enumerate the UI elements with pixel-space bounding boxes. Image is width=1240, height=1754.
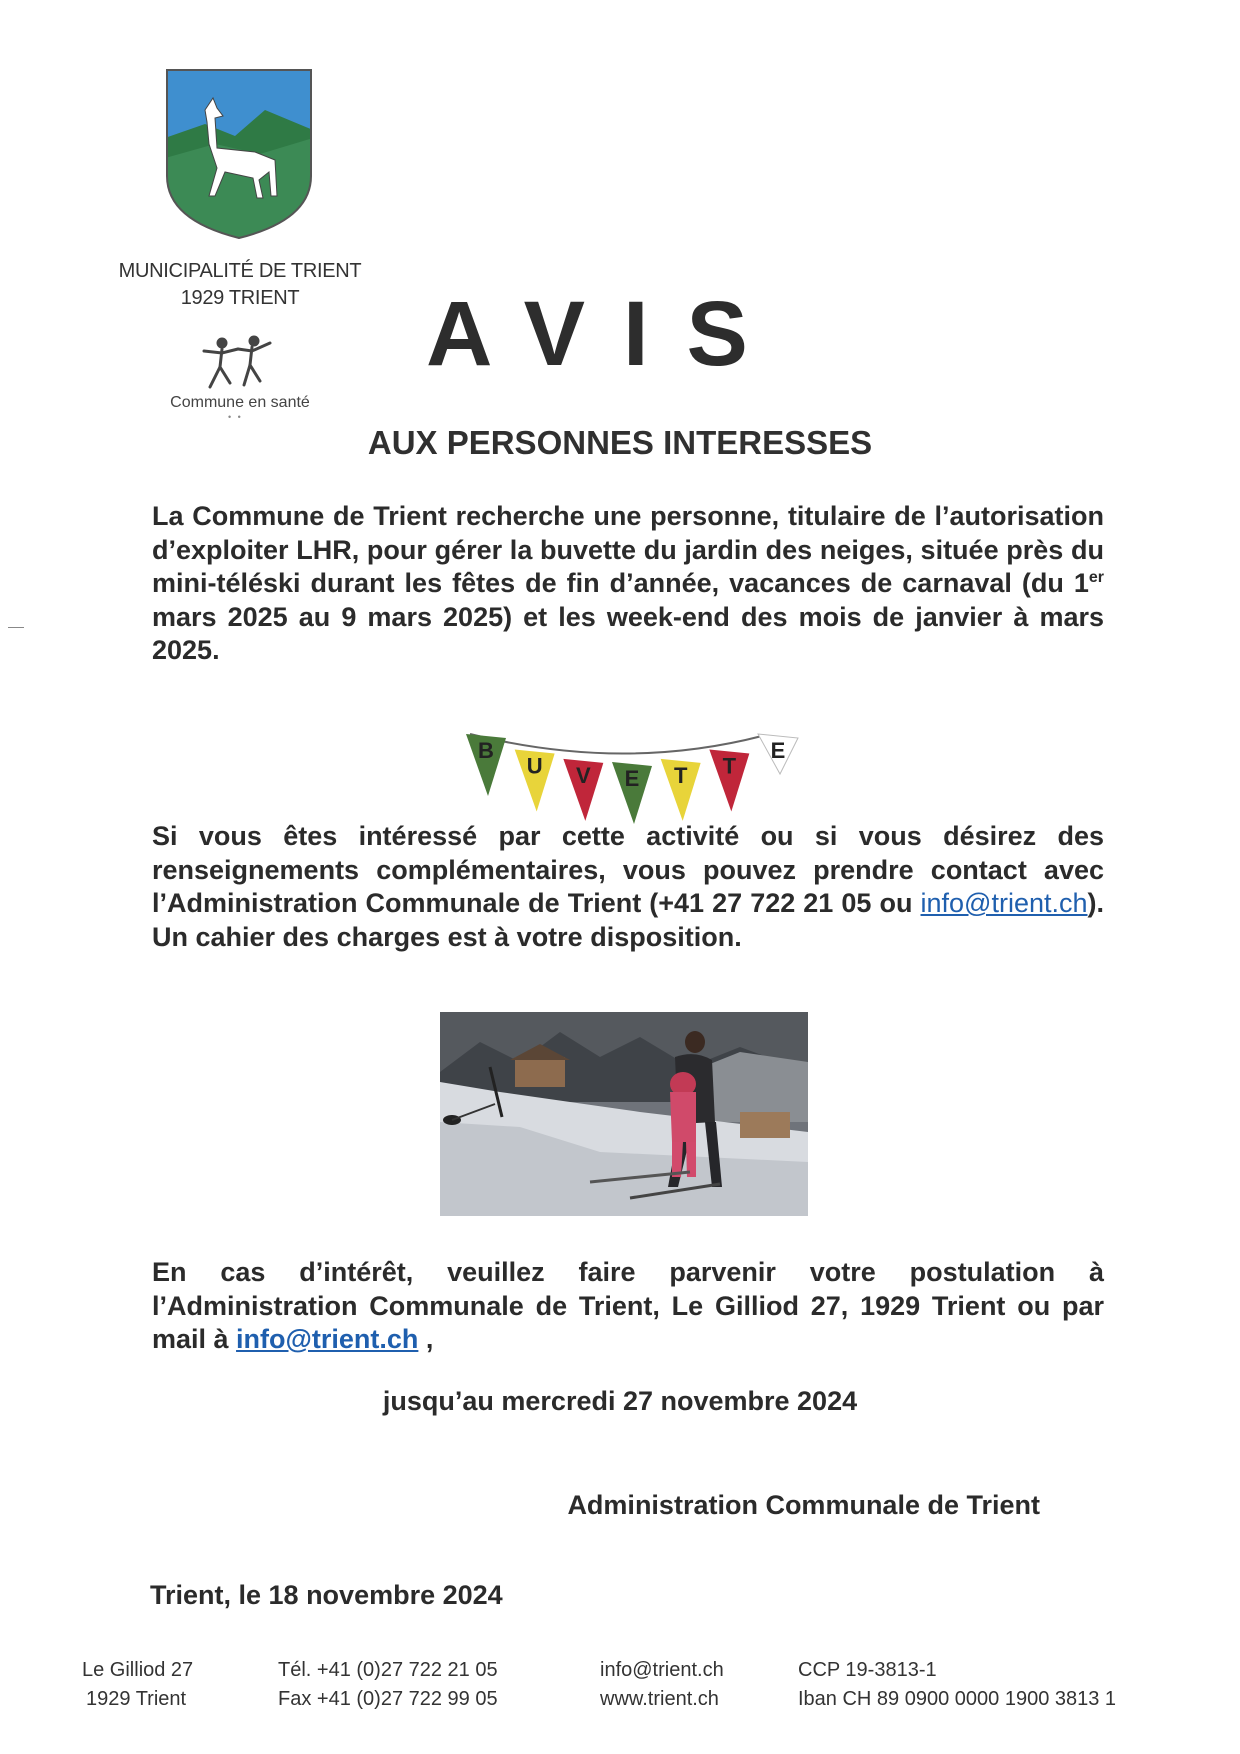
footer-phone: Tél. +41 (0)27 722 21 05 (278, 1659, 498, 1681)
commune-en-sante-dots: • • (228, 412, 243, 422)
bunting-flag (515, 750, 555, 812)
footer-street: Le Gilliod 27 (82, 1659, 194, 1681)
paragraph-contact-info (152, 820, 1104, 954)
paragraph-application (152, 1256, 1104, 1357)
commune-en-sante-label: Commune en santé (170, 394, 310, 411)
notice-title: AVIS (426, 283, 786, 385)
paragraph-text: En cas d’intérêt, veuillez faire parvenir votre postulation à l’Administration Communale de Trient, Le Gilliod 27, 1929 Trient ou par mail à (152, 1257, 1104, 1354)
paragraph-text: Si vous êtes intéressé par cette activité ou si vous désirez des renseignements complémentaires, vous pouvez prendre contact avec l’Administration Communale de Trient (+41 27 722 21 05 ou (152, 821, 1104, 918)
bunting-letter: E (770, 738, 786, 763)
paragraph-job-description (152, 500, 1104, 668)
bunting-flag (612, 762, 652, 824)
margin-mark (8, 627, 24, 628)
buvette-bunting-illustration (462, 714, 786, 824)
municipality-zip: 1929 TRIENT (180, 287, 300, 309)
footer-fax: Fax +41 (0)27 722 99 05 (278, 1688, 498, 1710)
signature: Administration Communale de Trient (567, 1490, 1040, 1520)
paragraph-text-end: , (418, 1324, 434, 1354)
footer-web (600, 1656, 724, 1714)
bunting-letter: T (673, 762, 688, 788)
bunting-letter: V (575, 762, 591, 788)
place-and-date: Trient, le 18 novembre 2024 (150, 1580, 503, 1610)
bunting-flag (661, 759, 701, 821)
email-link[interactable]: info@trient.ch (920, 888, 1088, 918)
bunting-letter: T (722, 753, 737, 779)
footer-website[interactable]: www.trient.ch (600, 1688, 719, 1710)
footer-ccp: CCP 19-3813-1 (798, 1659, 937, 1681)
footer-phone-fax (278, 1656, 498, 1714)
bunting-flag (758, 734, 798, 774)
email-link[interactable]: info@trient.ch (236, 1324, 419, 1354)
footer-bank (798, 1656, 1116, 1714)
ski-photo (440, 1012, 808, 1216)
superscript-er: er (1088, 569, 1104, 586)
municipality-crest-logo (165, 68, 313, 240)
notice-subtitle: AUX PERSONNES INTERESSES (367, 424, 873, 461)
bunting-flag (709, 750, 749, 812)
bunting-letter: B (478, 738, 494, 763)
paragraph-text-end: ). Un cahier des charges est à votre disposition. (152, 888, 1104, 952)
footer-city: 1929 Trient (86, 1688, 187, 1710)
bunting-letter: U (526, 753, 543, 779)
paragraph-text-end: mars 2025 au 9 mars 2025) et les week-end des mois de janvier à mars 2025. (152, 601, 1104, 665)
application-deadline: jusqu’au mercredi 27 novembre 2024 (382, 1386, 858, 1416)
bunting-letter: E (624, 766, 640, 791)
bunting-flag (563, 759, 603, 821)
municipality-name: MUNICIPALITÉ DE TRIENT (118, 260, 362, 282)
footer-address (82, 1656, 193, 1714)
bunting-flag (466, 734, 506, 796)
footer-iban: Iban CH 89 0900 0000 1900 3813 1 (798, 1688, 1117, 1710)
paragraph-text: La Commune de Trient recherche une personne, titulaire de l’autorisation d’exploiter LHR, pour gérer la buvette du jardin des neiges, située près du mini-téléski durant les fêtes de fin d’année, vacances de carnaval (du 1 (152, 501, 1104, 598)
footer-email[interactable]: info@trient.ch (600, 1659, 724, 1681)
commune-en-sante-logo (200, 335, 278, 393)
